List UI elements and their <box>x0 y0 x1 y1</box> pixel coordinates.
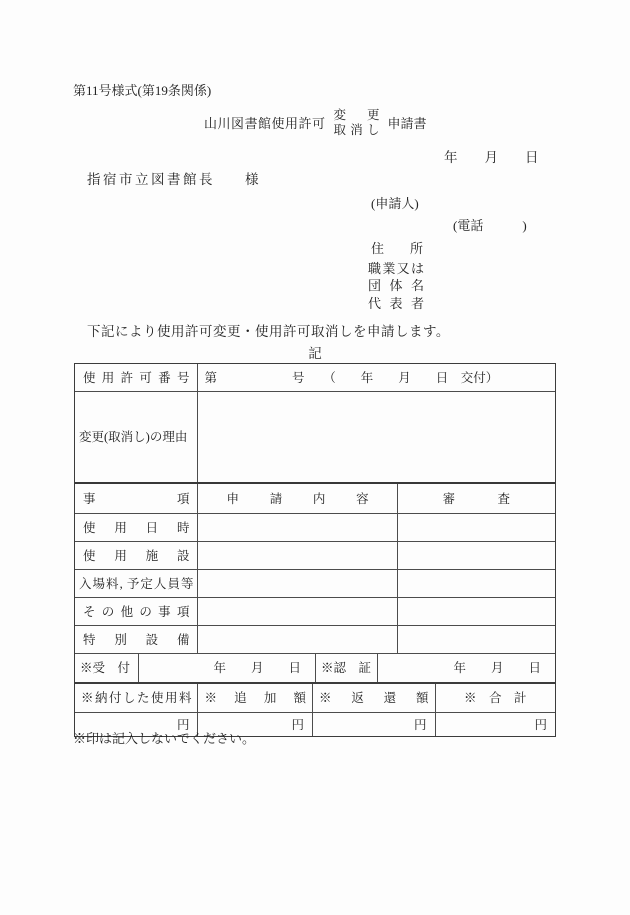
item-label: 入場料, 予定人員等 <box>79 576 194 591</box>
address-label: 住所 <box>371 241 423 256</box>
fee-refund-amount-cell <box>312 713 434 736</box>
permit-number-label-cell <box>75 364 197 391</box>
occupation-label-line2: 団体名 <box>368 277 424 293</box>
certification-label: ※認 証 <box>321 661 372 675</box>
item-label: 特別設備 <box>83 632 190 647</box>
column-review-label: 審査 <box>442 491 510 506</box>
addressee-name: 指宿市立図書館長 <box>87 172 215 187</box>
form-title-suffix: 申請書 <box>387 115 427 131</box>
address-label-block <box>371 241 423 258</box>
fee-paid-header: ※納付した使用料 <box>81 691 192 705</box>
addressee-honorific: 様 <box>245 172 259 187</box>
item-row-use-facility <box>75 541 555 569</box>
fee-header-row <box>75 682 555 712</box>
item-content-cell <box>197 598 396 625</box>
form-title-prefix: 山川図書館使用許可 <box>204 115 326 131</box>
item-label-cell <box>75 570 197 597</box>
fee-additional-header-cell <box>197 684 312 712</box>
item-content-cell <box>197 570 396 597</box>
body-text: 下記により使用許可変更・使用許可取消しを申請します。 <box>87 324 450 339</box>
yen-unit: 円 <box>176 717 190 732</box>
item-label-cell <box>75 626 197 653</box>
column-header-row <box>75 482 555 513</box>
column-content-label: 申請内容 <box>226 491 369 506</box>
fee-paid-header-cell <box>75 684 197 712</box>
item-row-other <box>75 597 555 625</box>
certification-date-cell <box>377 654 555 682</box>
item-content-cell <box>197 514 396 541</box>
fee-total-header-cell <box>435 684 556 712</box>
fee-total-header: ※ 合 計 <box>463 691 527 705</box>
reason-label: 変更(取消し)の理由 <box>79 430 188 444</box>
form-title <box>204 104 427 142</box>
footnote: ※印は記入しないでください。 <box>73 731 256 746</box>
occupation-label-block <box>368 261 424 294</box>
permit-number-value-cell <box>197 364 555 391</box>
item-review-cell <box>397 626 555 653</box>
yen-unit: 円 <box>291 717 305 732</box>
receipt-date: 年 月 日 <box>213 661 301 675</box>
item-row-admission <box>75 569 555 597</box>
form-title-cancel-label: 取消し <box>333 123 380 137</box>
form-number: 第11号様式(第19条関係) <box>73 83 212 98</box>
reason-value-cell <box>197 392 555 482</box>
column-review-cell <box>397 484 555 513</box>
yen-unit: 円 <box>413 717 427 732</box>
representative-label: 代表者 <box>368 296 424 311</box>
fee-additional-header: ※追加額 <box>204 691 307 705</box>
reason-label-cell <box>75 392 197 482</box>
item-label-cell <box>75 542 197 569</box>
permit-number-label: 使用許可番号 <box>83 370 190 385</box>
representative-label-block <box>368 296 424 313</box>
item-review-cell <box>397 598 555 625</box>
application-table <box>74 363 556 737</box>
item-label: 使用日時 <box>83 520 190 535</box>
receipt-label-cell <box>75 654 138 682</box>
fee-total-amount-cell <box>435 713 556 736</box>
item-label-cell <box>75 598 197 625</box>
form-title-stacked <box>334 108 380 139</box>
form-title-change-label: 変更 <box>333 107 380 122</box>
receipt-label: ※受 付 <box>80 661 131 675</box>
certification-date: 年 月 日 <box>453 661 541 675</box>
item-content-cell <box>197 626 396 653</box>
fee-refund-header-cell <box>312 684 434 712</box>
item-label: その他の事項 <box>83 604 190 619</box>
item-row-special-equipment <box>75 625 555 653</box>
item-review-cell <box>397 542 555 569</box>
item-label: 使用施設 <box>83 548 190 563</box>
fee-refund-header: ※返還額 <box>319 691 429 705</box>
column-item-label: 事項 <box>83 491 190 506</box>
date-line: 年 月 日 <box>444 150 539 165</box>
reason-row <box>75 391 555 482</box>
occupation-label-line1: 職業又は <box>368 261 424 276</box>
phone-label: (電話 ) <box>453 218 527 233</box>
receipt-row <box>75 653 555 682</box>
item-content-cell <box>197 542 396 569</box>
permit-number-row <box>75 364 555 391</box>
receipt-date-cell <box>138 654 315 682</box>
item-label-cell <box>75 514 197 541</box>
item-row-use-datetime <box>75 513 555 541</box>
certification-label-cell <box>315 654 377 682</box>
column-content-cell <box>197 484 396 513</box>
applicant-label: (申請人) <box>371 196 419 211</box>
column-item-cell <box>75 484 197 513</box>
item-review-cell <box>397 514 555 541</box>
yen-unit: 円 <box>534 717 547 732</box>
permit-number-value: 第 号 （ 年 月 日 交付） <box>204 370 499 385</box>
ki-heading: 記 <box>308 346 322 361</box>
item-review-cell <box>397 570 555 597</box>
